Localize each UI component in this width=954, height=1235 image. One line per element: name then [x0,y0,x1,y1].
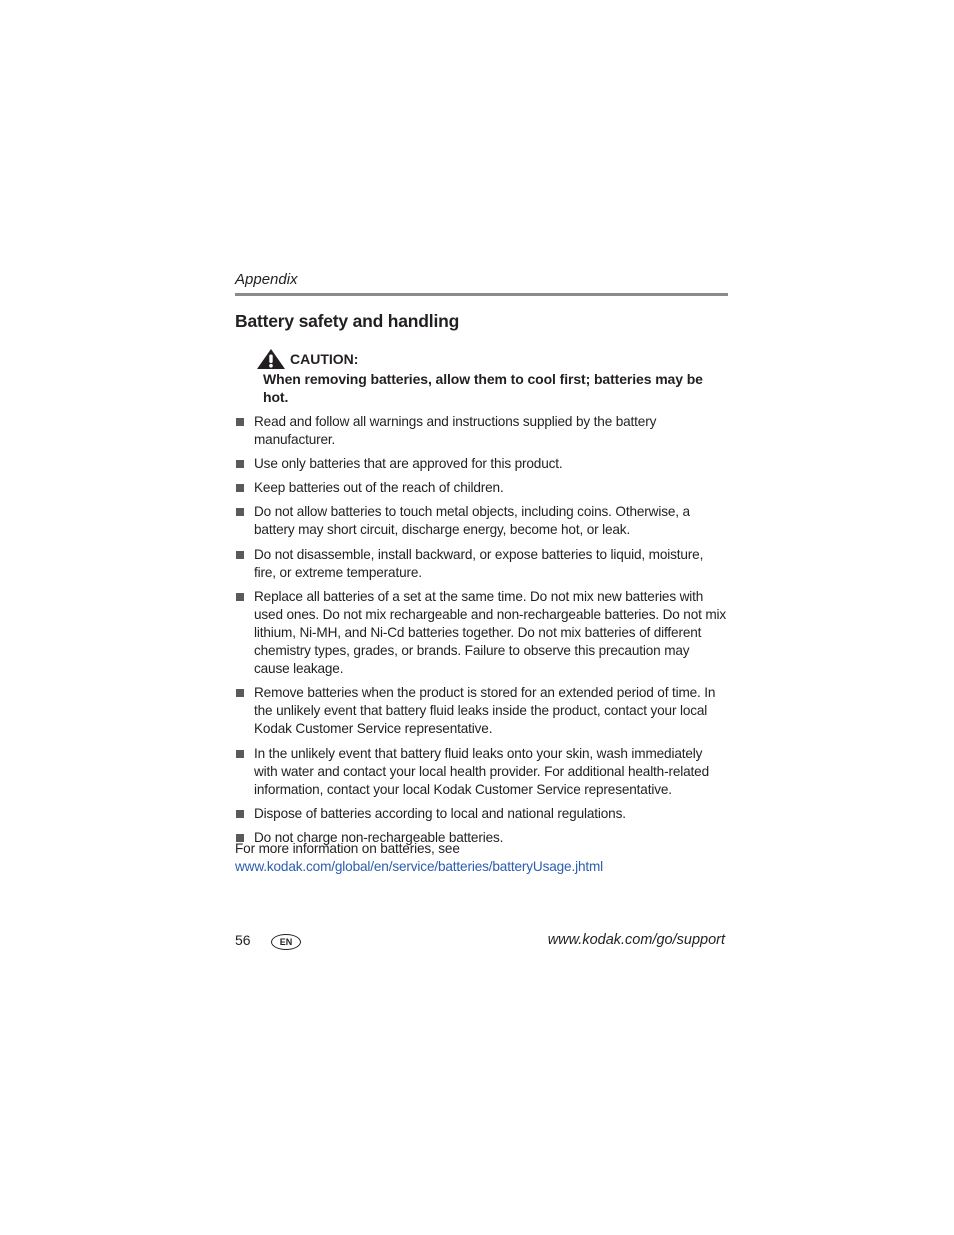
list-item [235,455,728,473]
list-item [235,546,728,582]
list-item-text: Dispose of batteries according to local and national regulations. [254,805,626,821]
list-item [235,684,728,738]
footer-url: www.kodak.com/go/support [547,932,725,948]
list-item [235,503,728,539]
battery-usage-link[interactable]: www.kodak.com/global/en/service/batteries/batteryUsage.jhtml [235,859,604,874]
language-badge: EN [271,934,301,950]
more-info [235,840,728,876]
bullet-square-icon [236,460,244,468]
section-label: Appendix [235,271,298,288]
list-item-text: Keep batteries out of the reach of children. [254,480,504,496]
bullet-square-icon [236,689,244,697]
bullet-square-icon [236,750,244,758]
bullet-square-icon [236,418,244,426]
list-item-text: Replace all batteries of a set at the same time. Do not mix new batteries with used ones. Do not mix rechargeable and non-rechargeable batteries. Do not mix lithium, Ni-MH, and Ni-Cd batteries together. Do not mix batteries of different chemistry types, grades, or brands. Failure to observe this precaution may cause leakage. [254,588,727,677]
page-number: 56 [235,932,251,948]
list-item [235,805,728,823]
bullet-square-icon [236,593,244,601]
bullet-square-icon [236,551,244,559]
list-item [235,479,728,497]
list-item-text: Remove batteries when the product is stored for an extended period of time. In the unlikely event that battery fluid leaks inside the product, contact your local Kodak Customer Service representative. [254,685,716,737]
caution-text: When removing batteries, allow them to cool first; batteries may be hot. [263,371,703,405]
list-item-text: Do not allow batteries to touch metal objects, including coins. Otherwise, a battery may short circuit, discharge energy, become hot, or leak. [254,504,690,538]
list-item [235,745,728,799]
list-item-text: Do not disassemble, install backward, or expose batteries to liquid, moisture, fire, or extreme temperature. [254,546,704,580]
header-rule [235,293,728,296]
bullet-square-icon [236,484,244,492]
list-item [235,413,728,449]
more-info-text: For more information on batteries, see [235,841,460,856]
bullet-square-icon [236,810,244,818]
list-item-text: In the unlikely event that battery fluid leaks onto your skin, wash immediately with water and contact your local health provider. For additional health-related information, contact your local Kodak Customer Service representative. [254,745,709,797]
list-item-text: Use only batteries that are approved for this product. [254,456,563,472]
caution-label: CAUTION: [290,351,359,367]
list-item [235,588,728,678]
caution-box [263,348,728,406]
safety-list [235,413,728,847]
warning-triangle-icon [256,348,286,370]
bullet-square-icon [236,508,244,516]
page-title: Battery safety and handling [235,311,460,331]
list-item-text: Read and follow all warnings and instructions supplied by the battery manufacturer. [254,414,657,448]
list-item-text: Do not charge non-rechargeable batteries. [254,829,504,845]
